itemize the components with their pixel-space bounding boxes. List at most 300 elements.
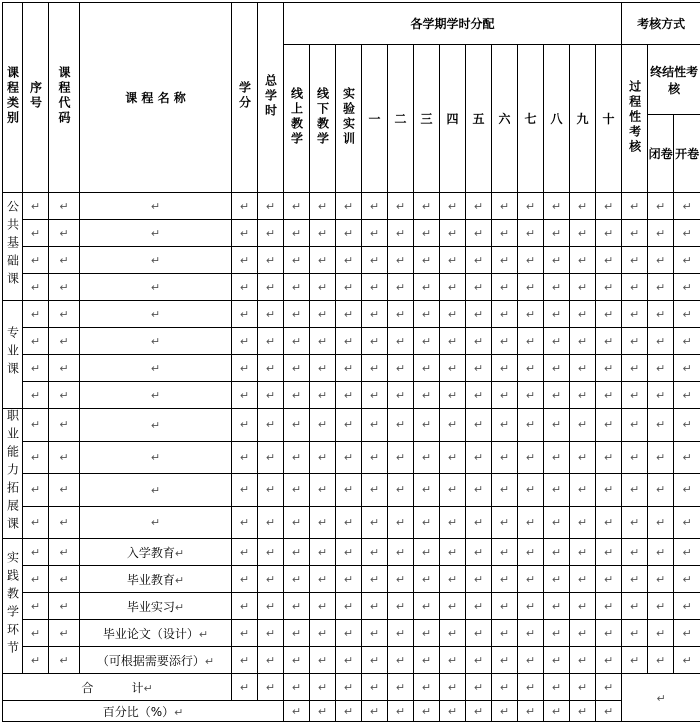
table-cell: ↵ [388,382,414,409]
table-row [3,247,700,274]
table-cell: ↵ [544,674,570,701]
table-cell: ↵ [310,193,336,220]
total-label: 合 计↵ [3,674,232,701]
table-cell: ↵ [310,539,336,566]
table-cell: ↵ [492,539,518,566]
table-cell: ↵ [674,474,700,507]
table-cell: ↵ [492,274,518,301]
course-name-cell: 入学教育↵ [80,539,232,566]
table-cell: ↵ [674,539,700,566]
table-cell: ↵ [544,441,570,474]
table-cell: ↵ [596,193,622,220]
table-cell: ↵ [544,506,570,539]
table-cell: ↵ [440,701,466,722]
category-label: 职业能力拓展课 [3,409,23,539]
table-cell: ↵ [674,593,700,620]
table-cell: ↵ [622,566,648,593]
table-cell: ↵ [310,328,336,355]
header-credit: 学分 [232,3,258,193]
table-row [3,220,700,247]
table-cell: ↵ [414,328,440,355]
table-cell: ↵ [362,674,388,701]
table-cell: ↵ [232,566,258,593]
table-cell: ↵ [466,539,492,566]
table-cell: ↵ [518,274,544,301]
total-row [3,674,700,701]
course-name-cell: 毕业论文（设计）↵ [80,620,232,647]
table-cell: ↵ [518,701,544,722]
table-cell: ↵ [518,301,544,328]
table-cell: ↵ [284,647,310,674]
table-cell: ↵ [570,409,596,442]
table-cell: ↵ [518,506,544,539]
table-cell: ↵ [622,474,648,507]
table-cell: ↵ [23,409,49,442]
table-cell: ↵ [648,220,674,247]
table-cell: ↵ [518,674,544,701]
table-cell: ↵ [596,474,622,507]
table-cell: ↵ [648,274,674,301]
table-cell: ↵ [414,647,440,674]
table-cell: ↵ [310,355,336,382]
table-cell: ↵ [258,355,284,382]
table-cell: ↵ [388,506,414,539]
table-cell: ↵ [440,220,466,247]
table-cell: ↵ [648,382,674,409]
table-row [3,301,700,328]
table-cell: ↵ [674,328,700,355]
header-semester: 三 [414,45,440,193]
table-cell: ↵ [310,620,336,647]
table-cell: ↵ [622,328,648,355]
table-cell: ↵ [388,274,414,301]
table-cell: ↵ [492,701,518,722]
table-row [3,647,700,674]
table-cell: ↵ [440,247,466,274]
header-course-name: 课 程 名 称 [80,3,232,193]
table-cell: ↵ [232,382,258,409]
table-cell: ↵ [336,247,362,274]
table-cell: ↵ [570,301,596,328]
table-cell: ↵ [596,566,622,593]
table-cell: ↵ [466,193,492,220]
table-cell: ↵ [284,220,310,247]
table-cell: ↵ [440,441,466,474]
table-cell: ↵ [414,274,440,301]
table-cell: ↵ [440,382,466,409]
table-cell: ↵ [596,220,622,247]
table-cell: ↵ [232,593,258,620]
table-cell: ↵ [466,328,492,355]
table-cell: ↵ [492,220,518,247]
table-cell: ↵ [414,220,440,247]
table-cell: ↵ [336,220,362,247]
table-cell: ↵ [570,539,596,566]
table-cell: ↵ [388,674,414,701]
table-cell: ↵ [336,382,362,409]
table-cell: ↵ [648,409,674,442]
table-row [3,409,700,442]
table-cell: ↵ [232,441,258,474]
table-cell: ↵ [49,274,80,301]
course-name: （可根据需要添行） [97,654,205,668]
table-cell: ↵ [466,409,492,442]
table-cell: ↵ [23,474,49,507]
table-cell: ↵ [570,647,596,674]
header-total-hours: 总学时 [258,3,284,193]
table-cell: ↵ [648,566,674,593]
table-cell: ↵ [336,593,362,620]
table-cell: ↵ [596,506,622,539]
table-cell: ↵ [258,409,284,442]
assessment-summary-cell: ↵ [622,674,700,722]
table-cell: ↵ [49,301,80,328]
table-cell: ↵ [440,274,466,301]
table-cell: ↵ [492,193,518,220]
table-cell: ↵ [518,566,544,593]
table-cell: ↵ [336,506,362,539]
table-cell: ↵ [49,506,80,539]
table-cell: ↵ [622,409,648,442]
table-cell: ↵ [518,220,544,247]
table-cell: ↵ [674,355,700,382]
table-cell: ↵ [570,674,596,701]
table-cell: ↵ [336,193,362,220]
table-cell: ↵ [284,193,310,220]
course-name-cell: ↵ [80,382,232,409]
header-closed: 闭卷 [648,115,674,193]
table-row [3,620,700,647]
table-cell: ↵ [440,193,466,220]
table-cell: ↵ [284,355,310,382]
table-cell: ↵ [596,328,622,355]
table-cell: ↵ [388,474,414,507]
course-name-cell: ↵ [80,328,232,355]
table-cell: ↵ [23,593,49,620]
table-cell: ↵ [336,355,362,382]
table-cell: ↵ [362,193,388,220]
table-cell: ↵ [596,301,622,328]
table-cell: ↵ [284,701,310,722]
table-cell: ↵ [622,539,648,566]
table-cell: ↵ [23,220,49,247]
table-cell: ↵ [284,247,310,274]
table-cell: ↵ [362,441,388,474]
table-cell: ↵ [440,566,466,593]
table-cell: ↵ [336,441,362,474]
table-cell: ↵ [492,620,518,647]
table-cell: ↵ [336,328,362,355]
course-name-cell: 毕业教育↵ [80,566,232,593]
header-semester: 四 [440,45,466,193]
table-cell: ↵ [466,382,492,409]
table-cell: ↵ [440,647,466,674]
table-row [3,328,700,355]
table-cell: ↵ [596,593,622,620]
table-cell: ↵ [596,701,622,722]
table-cell: ↵ [388,441,414,474]
table-cell: ↵ [362,701,388,722]
table-cell: ↵ [232,409,258,442]
table-cell: ↵ [258,301,284,328]
table-cell: ↵ [570,274,596,301]
table-cell: ↵ [466,220,492,247]
table-cell: ↵ [23,247,49,274]
table-cell: ↵ [544,220,570,247]
table-cell: ↵ [362,274,388,301]
table-cell: ↵ [23,539,49,566]
table-cell: ↵ [596,274,622,301]
course-name-cell: ↵ [80,220,232,247]
table-cell: ↵ [310,474,336,507]
table-row [3,355,700,382]
table-cell: ↵ [284,441,310,474]
course-name-cell: ↵ [80,355,232,382]
header-category: 课程类别 [3,3,23,193]
table-cell: ↵ [336,274,362,301]
table-cell: ↵ [518,539,544,566]
table-cell: ↵ [544,247,570,274]
table-cell: ↵ [596,247,622,274]
table-cell: ↵ [414,674,440,701]
header-semester: 九 [570,45,596,193]
course-name-cell: 毕业实习↵ [80,593,232,620]
table-cell: ↵ [414,355,440,382]
course-name-cell: ↵ [80,247,232,274]
table-cell: ↵ [232,620,258,647]
table-cell: ↵ [362,593,388,620]
table-cell: ↵ [466,674,492,701]
table-cell: ↵ [492,506,518,539]
header-online: 线上教学 [284,45,310,193]
table-cell: ↵ [570,701,596,722]
table-cell: ↵ [544,355,570,382]
table-cell: ↵ [440,539,466,566]
table-cell: ↵ [492,474,518,507]
table-cell: ↵ [258,647,284,674]
table-cell: ↵ [492,382,518,409]
table-cell: ↵ [232,220,258,247]
table-cell: ↵ [284,274,310,301]
table-cell: ↵ [336,647,362,674]
table-cell: ↵ [232,193,258,220]
table-cell: ↵ [570,474,596,507]
table-cell: ↵ [648,193,674,220]
table-cell: ↵ [362,474,388,507]
table-cell: ↵ [440,506,466,539]
table-cell: ↵ [518,409,544,442]
table-cell: ↵ [258,441,284,474]
table-cell: ↵ [596,409,622,442]
table-cell: ↵ [518,355,544,382]
table-cell: ↵ [674,620,700,647]
table-cell: ↵ [414,506,440,539]
table-cell: ↵ [518,474,544,507]
table-cell: ↵ [518,193,544,220]
table-cell: ↵ [674,274,700,301]
table-cell: ↵ [388,566,414,593]
table-cell: ↵ [570,441,596,474]
table-cell: ↵ [440,328,466,355]
table-cell: ↵ [49,409,80,442]
header-semester-group: 各学期学时分配 [284,3,622,45]
table-cell: ↵ [596,382,622,409]
category-label: 公共基础课 [3,193,23,301]
table-cell: ↵ [570,593,596,620]
table-cell: ↵ [466,506,492,539]
table-cell: ↵ [622,506,648,539]
table-cell: ↵ [414,441,440,474]
table-cell: ↵ [284,566,310,593]
table-cell: ↵ [310,409,336,442]
table-cell: ↵ [49,382,80,409]
table-cell: ↵ [49,220,80,247]
table-cell: ↵ [466,474,492,507]
table-cell: ↵ [622,382,648,409]
table-cell: ↵ [674,301,700,328]
table-cell: ↵ [362,220,388,247]
table-cell: ↵ [49,566,80,593]
course-name-cell: ↵ [80,506,232,539]
course-schedule-table [2,2,700,722]
table-cell: ↵ [284,301,310,328]
table-cell: ↵ [414,474,440,507]
header-code: 课程代码 [49,3,80,193]
header-semester: 一 [362,45,388,193]
table-cell: ↵ [648,506,674,539]
table-row [3,593,700,620]
table-cell: ↵ [674,382,700,409]
table-cell: ↵ [622,220,648,247]
table-cell: ↵ [310,274,336,301]
table-cell: ↵ [544,701,570,722]
header-semester: 八 [544,45,570,193]
table-cell: ↵ [622,193,648,220]
table-cell: ↵ [570,247,596,274]
table-cell: ↵ [336,474,362,507]
table-cell: ↵ [336,674,362,701]
table-cell: ↵ [284,328,310,355]
table-cell: ↵ [49,328,80,355]
table-cell: ↵ [544,593,570,620]
table-cell: ↵ [362,539,388,566]
table-cell: ↵ [492,409,518,442]
table-cell: ↵ [414,301,440,328]
table-cell: ↵ [310,701,336,722]
table-row [3,566,700,593]
table-cell: ↵ [388,593,414,620]
table-cell: ↵ [388,193,414,220]
table-cell: ↵ [414,620,440,647]
table-row [3,506,700,539]
course-name: 入学教育 [127,546,175,560]
table-cell: ↵ [570,193,596,220]
table-cell: ↵ [284,593,310,620]
table-cell: ↵ [622,247,648,274]
table-cell: ↵ [414,593,440,620]
table-cell: ↵ [440,674,466,701]
table-cell: ↵ [544,539,570,566]
table-cell: ↵ [596,355,622,382]
table-cell: ↵ [622,593,648,620]
header-lab: 实验实训 [336,45,362,193]
table-cell: ↵ [23,647,49,674]
table-cell: ↵ [544,409,570,442]
table-cell: ↵ [310,506,336,539]
table-cell: ↵ [388,409,414,442]
header-open: 开卷 [674,115,700,193]
header-final: 终结性考核 [648,45,700,115]
table-cell: ↵ [570,355,596,382]
table-cell: ↵ [388,701,414,722]
table-cell: ↵ [23,193,49,220]
course-name-cell: ↵ [80,301,232,328]
percent-row [3,701,700,722]
table-cell: ↵ [570,220,596,247]
table-cell: ↵ [362,301,388,328]
table-cell: ↵ [440,620,466,647]
table-cell: ↵ [648,355,674,382]
table-cell: ↵ [414,409,440,442]
table-cell: ↵ [648,301,674,328]
table-cell: ↵ [596,674,622,701]
table-cell: ↵ [492,566,518,593]
table-cell: ↵ [310,674,336,701]
table-cell: ↵ [544,647,570,674]
table-cell: ↵ [49,441,80,474]
table-cell: ↵ [258,193,284,220]
table-cell: ↵ [336,301,362,328]
table-cell: ↵ [49,474,80,507]
table-cell: ↵ [232,355,258,382]
table-cell: ↵ [674,647,700,674]
table-cell: ↵ [674,193,700,220]
table-cell: ↵ [544,328,570,355]
header-process: 过程性考核 [622,45,648,193]
table-cell: ↵ [466,620,492,647]
table-cell: ↵ [544,566,570,593]
table-cell: ↵ [596,647,622,674]
table-cell: ↵ [648,593,674,620]
table-cell: ↵ [414,193,440,220]
table-cell: ↵ [362,620,388,647]
course-name-cell: ↵ [80,274,232,301]
table-cell: ↵ [596,441,622,474]
table-row [3,441,700,474]
table-cell: ↵ [492,247,518,274]
table-cell: ↵ [466,301,492,328]
table-cell: ↵ [232,506,258,539]
table-cell: ↵ [258,247,284,274]
table-cell: ↵ [23,328,49,355]
course-name: 毕业论文（设计） [103,627,199,641]
table-cell: ↵ [518,593,544,620]
table-cell: ↵ [440,355,466,382]
course-name-cell: ↵ [80,409,232,442]
table-cell: ↵ [466,647,492,674]
header-semester: 七 [518,45,544,193]
table-cell: ↵ [232,474,258,507]
table-cell: ↵ [258,220,284,247]
table-cell: ↵ [648,328,674,355]
table-cell: ↵ [466,593,492,620]
table-cell: ↵ [232,274,258,301]
table-cell: ↵ [258,674,284,701]
table-cell: ↵ [544,382,570,409]
table-cell: ↵ [622,274,648,301]
table-cell: ↵ [674,566,700,593]
table-cell: ↵ [518,620,544,647]
